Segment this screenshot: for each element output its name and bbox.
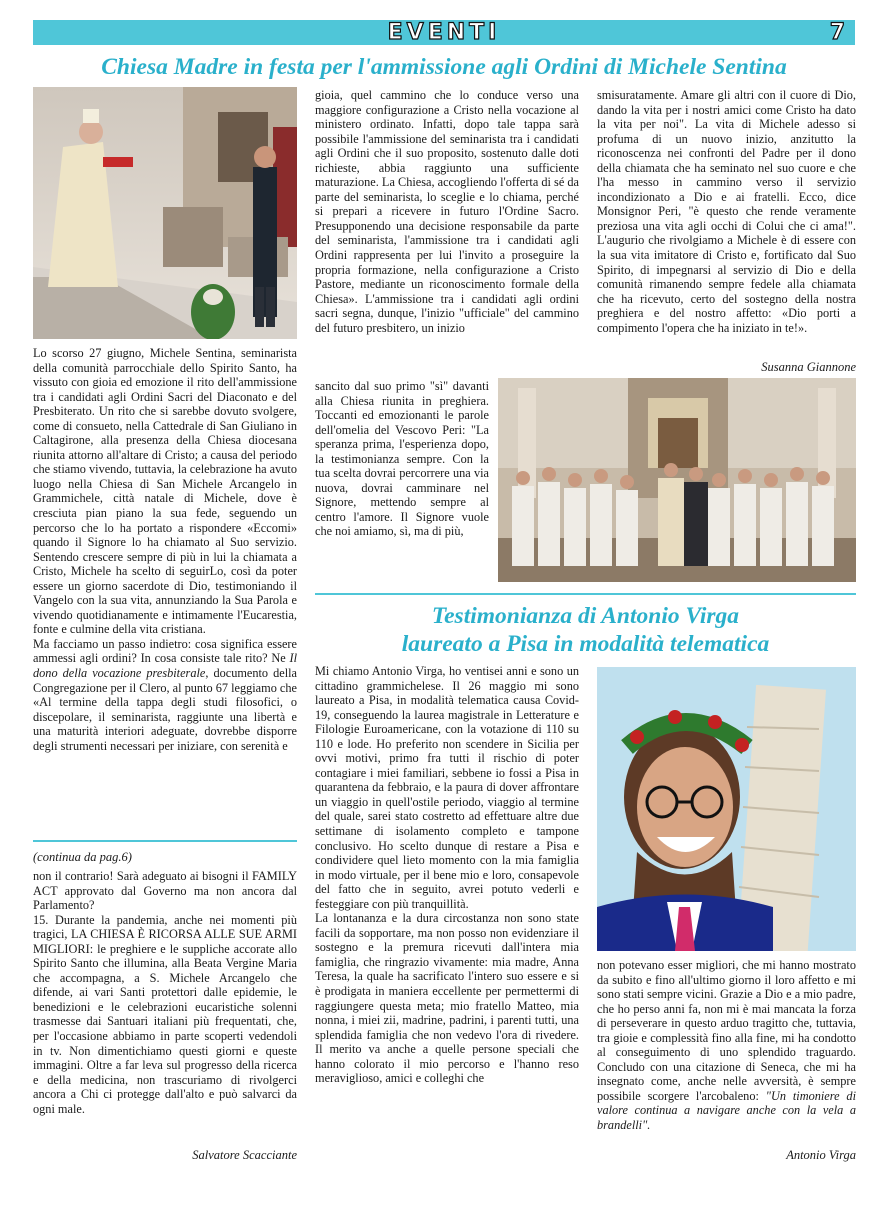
article-column-1 xyxy=(315,664,579,1086)
section-divider xyxy=(33,840,297,842)
continuation-author: Salvatore Scacciante xyxy=(192,1148,297,1162)
headline-line: laureato a Pisa in modalità telematica xyxy=(401,631,770,657)
continuation-text xyxy=(33,869,297,1116)
article-headline: Chiesa Madre in festa per l'ammissione agli Ordini di Michele Sentina xyxy=(101,54,787,80)
graduate-photo xyxy=(597,667,856,951)
continuation-paragraph: 15. Durante la pandemia, anche nei momenti più tragici, LA CHIESA È RICORSA ALLE SUE ARMI MIGLIORI: le preghiere e le suppliche accorate allo Spirito Santo che illumina, alla Beata Vergine Maria che accompagna, a S. Michele Arcangelo che difende, ai vari Santi protettori dalle epidemie, le benedizioni e le celebrazioni eucaristiche solenni trasmesse dai Santuari italiani più frequentati, che, per l'occasione abbiamo in parte scoperti vedendoli in tv. Non dimentichiamo questi giorni e queste immagini. Oltre a far leva sul progresso della ricerca e della medicina, non trascuriamo di rivolgerci ancora a Chi ci protegge dall'alto e può salvarci da ogni male. xyxy=(33,912,297,1116)
article-column-1 xyxy=(33,346,297,753)
headline-line: Testimonianza di Antonio Virga xyxy=(431,603,740,629)
article-column-2: gioia, quel cammino che lo conduce verso una maggiore configurazione a Cristo nella vocazione al ministero ordinato. Infatti, dopo tale tappa sarà possibile l'ammissione del seminarista tra i candidati agli Ordini che il suo proposito, sostenuto dalle doti richieste, abbia raggiunto una sufficiente maturazione. La Chiesa, accogliendo l'offerta di sé da parte del seminarista, lo sceglie e lo chiama, perché si prepari a ricevere in futuro l'Ordine Sacro. Presupponendo una decisione responsabile da parte del seminarista, l'ammissione tra i candidati agli Ordini rappresenta per lui l'invito a proseguire la propria formazione, nella configurazione a Cristo Pastore, mediante un riconoscimento formale della Chiesa». L'ammissione tra i candidati agli ordini sacri segna, dunque, l'inizio "ufficiale" del cammino del futuro presbitero, un inizio xyxy=(315,88,579,335)
article-paragraph: La lontananza e la dura circostanza non sono state facili da sopportare, ma non posso non evidenziare il sostegno e la premura ricevuti dall'intera mia famiglia, che ringrazio vivamente: mia madre, Anna Teresa, la quale ha sacrificato l'intero suo essere e si è prodigata in maniera eccellente per permettermi di raggiungere questa meta; mio fratello Matteo, mia nonna, i miei zii, madrine, padrini, i parenti tutti, una splendida famiglia che non vedevo l'ora di rivedere. Il merito va anche a quelle persone speciali che hanno colorato il mio percorso e l'hanno reso meraviglioso, amici e colleghi che xyxy=(315,911,579,1086)
section-title: EVENTI xyxy=(387,20,501,45)
article-paragraph: Lo scorso 27 giugno, Michele Sentina, seminarista della comunità parrocchiale dello Spirito Santo, ha vissuto con gioia ed emozione il rito dell'ammissione tra i candidati agli Ordini Sacri del Diaconato e del Presbiterato. Un rito che si sarebbe dovuto svolgere, come di consueto, nella Cattedrale di San Giuliano in Caltagirone, alla presenza della Chiesa diocesana riunita attorno all'altare di Cristo; a causa del periodo che stiamo vivendo, tuttavia, la celebrazione ha avuto luogo nella Chiesa di San Michele Arcangelo in Grammichele, città natale di Michele, dove è cresciuta pian piano la sua fede, seguendo un percorso che lo ha portato a rispondere «Eccomi» quando il Signore lo ha chiamato al Suo servizio. Sentendo crescere sempre di più in lui la chiamata a Cristo, Michele ha scelto di seguirLo, così da poter essere un giorno sacerdote di Dio, testimoniando il Vangelo con la sua vita, annunziando la Sua Parola e vivendo quotidianamente e intimamente l'Eucarestia, fonte e culmine della vita cristiana. xyxy=(33,346,297,637)
continuation-label: (continua da pag.6) xyxy=(33,850,132,864)
document-title: Il dono della vocazione presbiterale xyxy=(33,651,297,681)
seneca-quote: "Un timoniere di valore continua a navigare anche con la vela a brandelli". xyxy=(597,1088,856,1133)
article-paragraph: non potevano esser migliori, che mi hanno mostrato da subito e fino all'ultimo giorno il loro affetto e mi sono stati sempre vicini. Grazie a Dio e a mio padre, che ho perso anni fa, non mi è mai mancata la forza di perseverare in questo arduo tragitto che, tuttavia, tra gioie e complessità fino alla fine, mi ha condotto al conseguimento di uno splendido traguardo. Concludo con una citazione di Seneca, che mi ha insegnato come, anche nelle avversità, è sempre possibile scorgere l'arcobaleno: xyxy=(597,958,856,1103)
article-author: Antonio Virga xyxy=(786,1148,856,1162)
continuation-paragraph: non il contrario! Sarà adeguato ai bisogni il FAMILY ACT approvato dal Governo ma non ancora dal Parlamento? xyxy=(33,869,297,913)
article-column-2-narrow: sancito dal suo primo "sì" davanti alla Chiesa riunita in preghiera. Toccanti ed emozionanti le parole dell'omelia del Vescovo Peri: "La speranza prima, l'esperienza dopo, la testimonianza sempre. Con la tua scelta dovrai percorrere una via nuova, dovrai camminare nel Signore, mettendo sempre al centro l'amore. Il Signore vuole che noi amiamo, sì, ma di più, xyxy=(315,379,489,539)
article-headline xyxy=(315,602,856,658)
section-header-bar xyxy=(33,20,855,45)
group-photo xyxy=(498,378,856,582)
page-number: 7 xyxy=(829,20,845,45)
article-author: Susanna Giannone xyxy=(761,360,856,374)
article-paragraph: Mi chiamo Antonio Virga, ho ventisei anni e sono un cittadino grammichelese. Il 26 maggio mi sono laureato a Pisa, in modalità telematica causa Covid-19, conseguendo la laurea magistrale in Letterature e Filologie Euroamericane, con la votazione di 110 su 110 e lode. Ho preferito non scendere in Sicilia per ovvi motivi, primo fra tutti il rischio di poter contagiare i miei familiari, sebbene io fossi a Pisa in quarantena da febbraio, e la paura di dover affrontare un viaggio in quell'ostile periodo, viaggio al termine del quale, sarei stato costretto ad effettuare altre due settimane di isolamento completo e tampone conclusivo. Ho scelto dunque di restare a Pisa e condividere quel lieto momento con la mia famiglia in modo virtuale, per il bene mio e loro, consapevole del fatto che in seguito, avrei potuto vederli e festeggiare con più tranquillità. xyxy=(315,664,579,911)
article-column-3: smisuratamente. Amare gli altri con il cuore di Dio, dando la vita per i nostri amici come Cristo ha dato la vita per noi". La vita di Michele adesso si profuma di un nuovo inizio, anzitutto la riconoscenza nei confronti del Padre per il dono della chiamata che ha seminato nel suo cuore e che l'ha messo in cammino verso il servizio incondizionato a Dio e ai fratelli. Ecco, dice Monsignor Peri, "è questo che rende veramente preziosa una vita agli occhi di Colui che ci ama!". L'augurio che rivolgiamo a Michele è di essere con la sua vita imitatore di Cristo e, fortificato dal Suo Spirito, di impegnarsi al servizio di Dio e della comunità rimanendo sempre fedele alla chiamata che ha ricevuto, certo del sostegno della nostra preghiera e del nostro affetto: «Dio porti a compimento l'opera che ha iniziato in te!». xyxy=(597,88,856,335)
section-divider xyxy=(315,593,856,595)
article-column-2 xyxy=(597,958,856,1133)
article-paragraph: Ma facciamo un passo indietro: cosa significa essere ammessi agli ordini? In cosa consiste tale rito? Ne Il dono della vocazione presbiterale, documento della Congregazione per il Clero, al punto 67 leggiamo che «Al termine della tappa degli studi filosofici, o discepolare, il seminarista, raggiunte una libertà e una maturità interiori adeguate, dovrebbe disporre degli strumenti necessari per iniziare, con serenità e xyxy=(33,636,297,753)
ceremony-photo xyxy=(33,87,297,339)
